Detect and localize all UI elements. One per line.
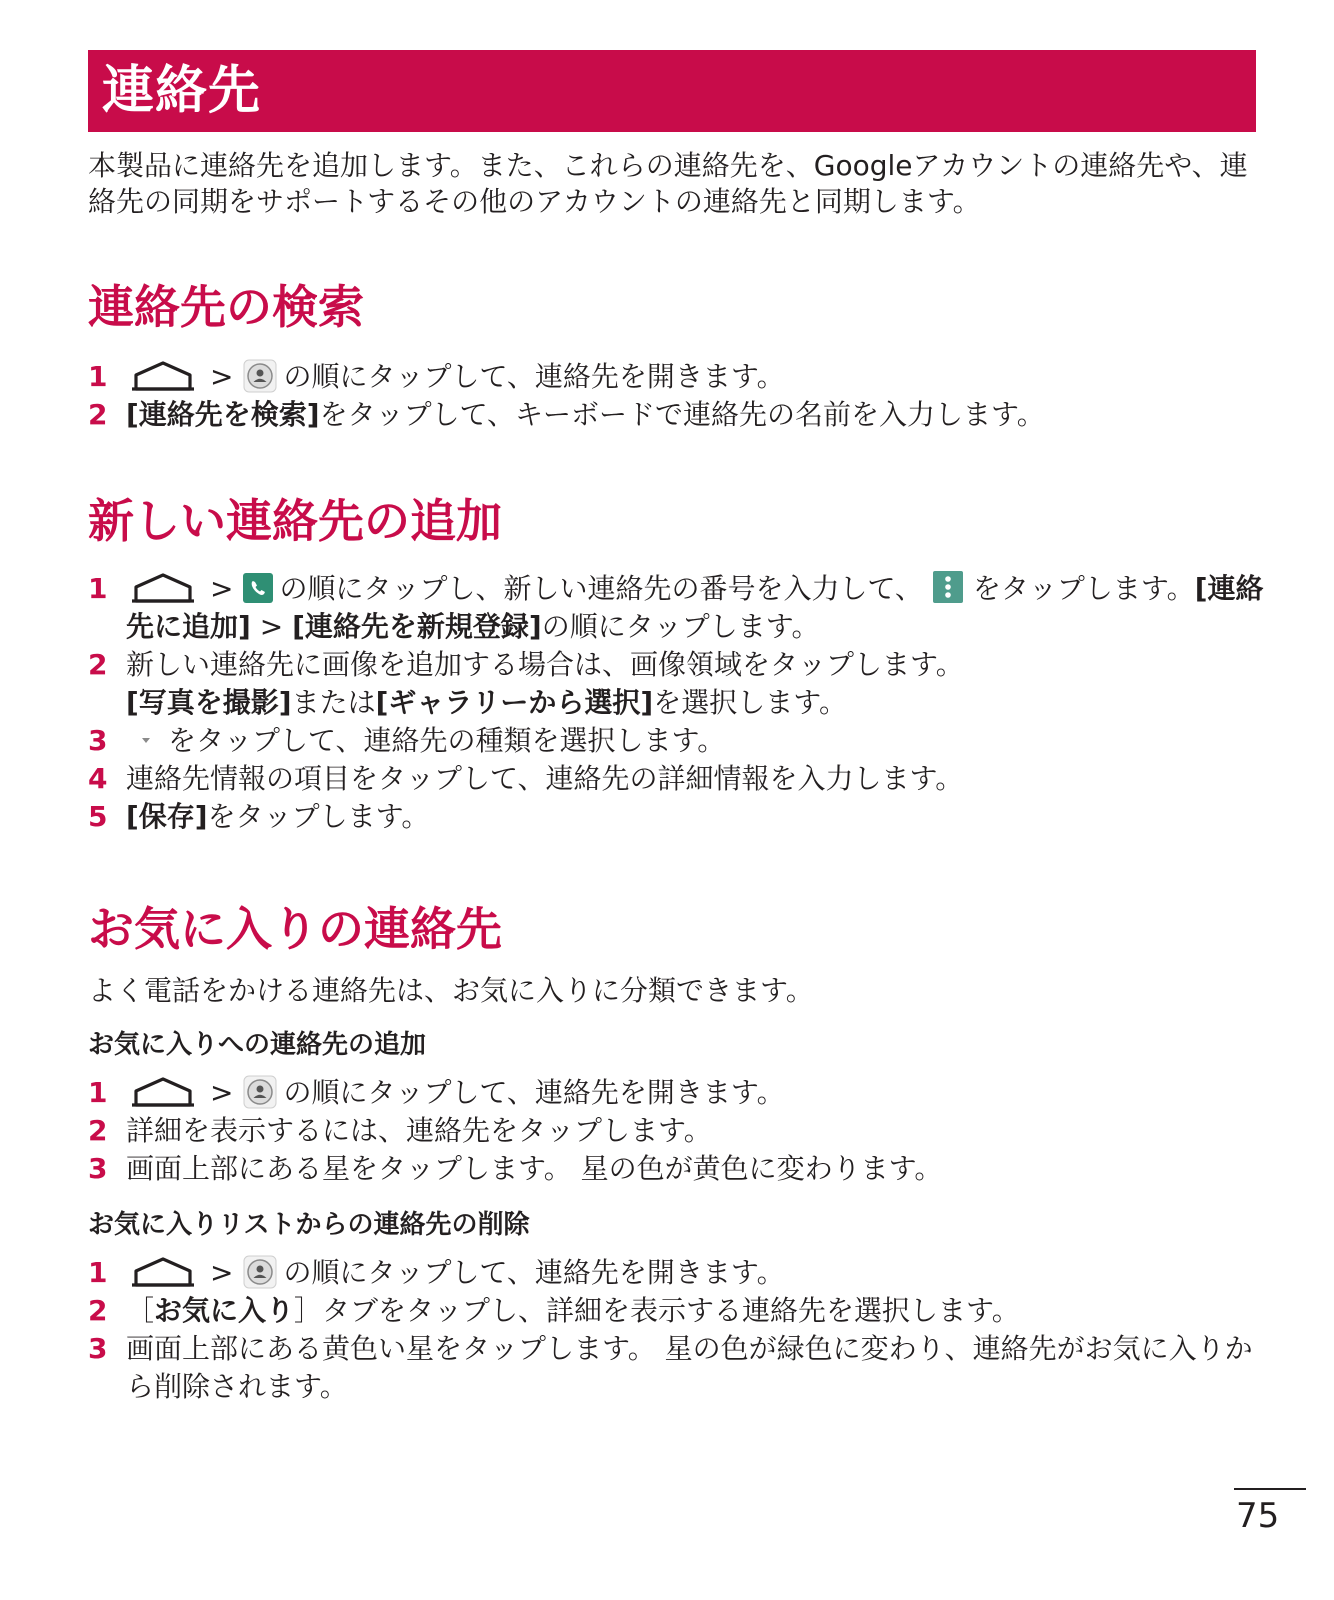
title-banner <box>88 50 1256 132</box>
step-text: をタップします。 <box>207 800 430 833</box>
section-heading-search: 連絡先の検索 <box>88 280 364 334</box>
favorites-intro: よく電話をかける連絡先は、お気に入りに分類できます。 <box>88 974 814 1007</box>
step-number: 3 <box>88 1332 108 1365</box>
page-title: 連絡先 <box>102 61 262 121</box>
search-steps <box>88 358 1268 434</box>
list-item <box>88 1074 1268 1112</box>
home-icon <box>130 571 196 605</box>
step-number: 3 <box>88 724 108 757</box>
step-text: の順にタップして、連絡先を開きます。 <box>283 360 785 393</box>
contacts-app-icon <box>243 359 277 393</box>
menu-term: [保存] <box>126 800 208 833</box>
list-item <box>88 1150 1268 1188</box>
separator-gt: > <box>210 360 234 393</box>
step-text: をタップして、キーボードで連絡先の名前を入力します。 <box>319 398 1045 431</box>
section-heading-add: 新しい連絡先の追加 <box>88 494 502 548</box>
step-text: の順にタップし、新しい連絡先の番号を入力して、 <box>279 572 923 605</box>
bracket-close: ］ <box>294 1294 323 1327</box>
subheading-add-favorite: お気に入りへの連絡先の追加 <box>88 1030 427 1060</box>
step-text: をタップして、連絡先の種類を選択します。 <box>168 724 726 757</box>
step-text: 連絡先情報の項目をタップして、連絡先の詳細情報を入力します。 <box>126 762 964 795</box>
step-number: 3 <box>88 1152 108 1185</box>
menu-term: [ギャラリーから選択] <box>375 686 654 719</box>
add-favorite-steps <box>88 1074 1268 1188</box>
subheading-remove-favorite: お気に入りリストからの連絡先の削除 <box>88 1210 530 1240</box>
list-item <box>88 396 1268 434</box>
step-text: の順にタップして、連絡先を開きます。 <box>283 1076 785 1109</box>
menu-term: [連絡先に追加] <box>126 572 1264 643</box>
menu-term: [連絡先を新規登録] <box>292 610 542 643</box>
contacts-app-icon <box>243 1075 277 1109</box>
step-text: をタップします。 <box>972 572 1195 605</box>
step-number: 2 <box>88 398 108 431</box>
remove-favorite-steps <box>88 1254 1268 1406</box>
list-item <box>88 1254 1268 1292</box>
phone-app-icon <box>243 573 273 603</box>
list-item <box>88 358 1268 396</box>
list-item <box>88 722 1268 760</box>
step-text: タブをタップし、詳細を表示する連絡先を選択します。 <box>322 1294 1020 1327</box>
list-item <box>88 760 1268 798</box>
menu-term: [写真を撮影] <box>126 686 292 719</box>
separator-gt: > <box>210 572 234 605</box>
menu-term: [連絡先を検索] <box>126 398 320 431</box>
separator-gt: > <box>210 1256 234 1289</box>
separator-gt: > <box>250 610 293 643</box>
list-item <box>88 798 1268 836</box>
step-number: 4 <box>88 762 108 795</box>
step-number: 1 <box>88 1076 108 1109</box>
home-icon <box>130 359 196 393</box>
step-number: 2 <box>88 648 108 681</box>
overflow-menu-icon <box>933 571 963 603</box>
step-text: の順にタップして、連絡先を開きます。 <box>283 1256 785 1289</box>
page-number: 75 <box>1236 1496 1280 1536</box>
dropdown-triangle-icon <box>132 730 160 750</box>
step-number: 2 <box>88 1114 108 1147</box>
list-item <box>88 1292 1268 1330</box>
footer-divider <box>1234 1488 1306 1490</box>
separator-gt: > <box>210 1076 234 1109</box>
step-number: 2 <box>88 1294 108 1327</box>
intro-text: 本製品に連絡先を追加します。また、これらの連絡先を、Googleアカウントの連絡先や、連絡先の同期をサポートするその他のアカウントの連絡先と同期します。 <box>88 149 1248 218</box>
step-number: 1 <box>88 360 108 393</box>
step-number: 1 <box>88 1256 108 1289</box>
step-text: 画面上部にある星をタップします。 星の色が黄色に変わります。 <box>126 1152 943 1185</box>
step-text: 新しい連絡先に画像を追加する場合は、画像領域をタップします。 <box>126 648 964 681</box>
home-icon <box>130 1075 196 1109</box>
step-number: 1 <box>88 572 108 605</box>
list-item <box>88 1112 1268 1150</box>
home-icon <box>130 1255 196 1289</box>
step-text: 詳細を表示するには、連絡先をタップします。 <box>126 1114 712 1147</box>
step-text: を選択します。 <box>653 686 847 719</box>
list-item <box>88 570 1268 646</box>
step-text: または <box>291 686 376 719</box>
list-item <box>88 1330 1268 1406</box>
step-text: の順にタップします。 <box>541 610 820 643</box>
contacts-app-icon <box>243 1255 277 1289</box>
menu-term: お気に入り <box>154 1294 295 1327</box>
section-heading-favorites: お気に入りの連絡先 <box>88 902 502 956</box>
bracket-open: ［ <box>126 1294 155 1327</box>
step-text: 画面上部にある黄色い星をタップします。 星の色が緑色に変わり、連絡先がお気に入りから削除されます。 <box>126 1332 1253 1403</box>
step-number: 5 <box>88 800 108 833</box>
list-item <box>88 646 1268 722</box>
add-steps <box>88 570 1268 836</box>
